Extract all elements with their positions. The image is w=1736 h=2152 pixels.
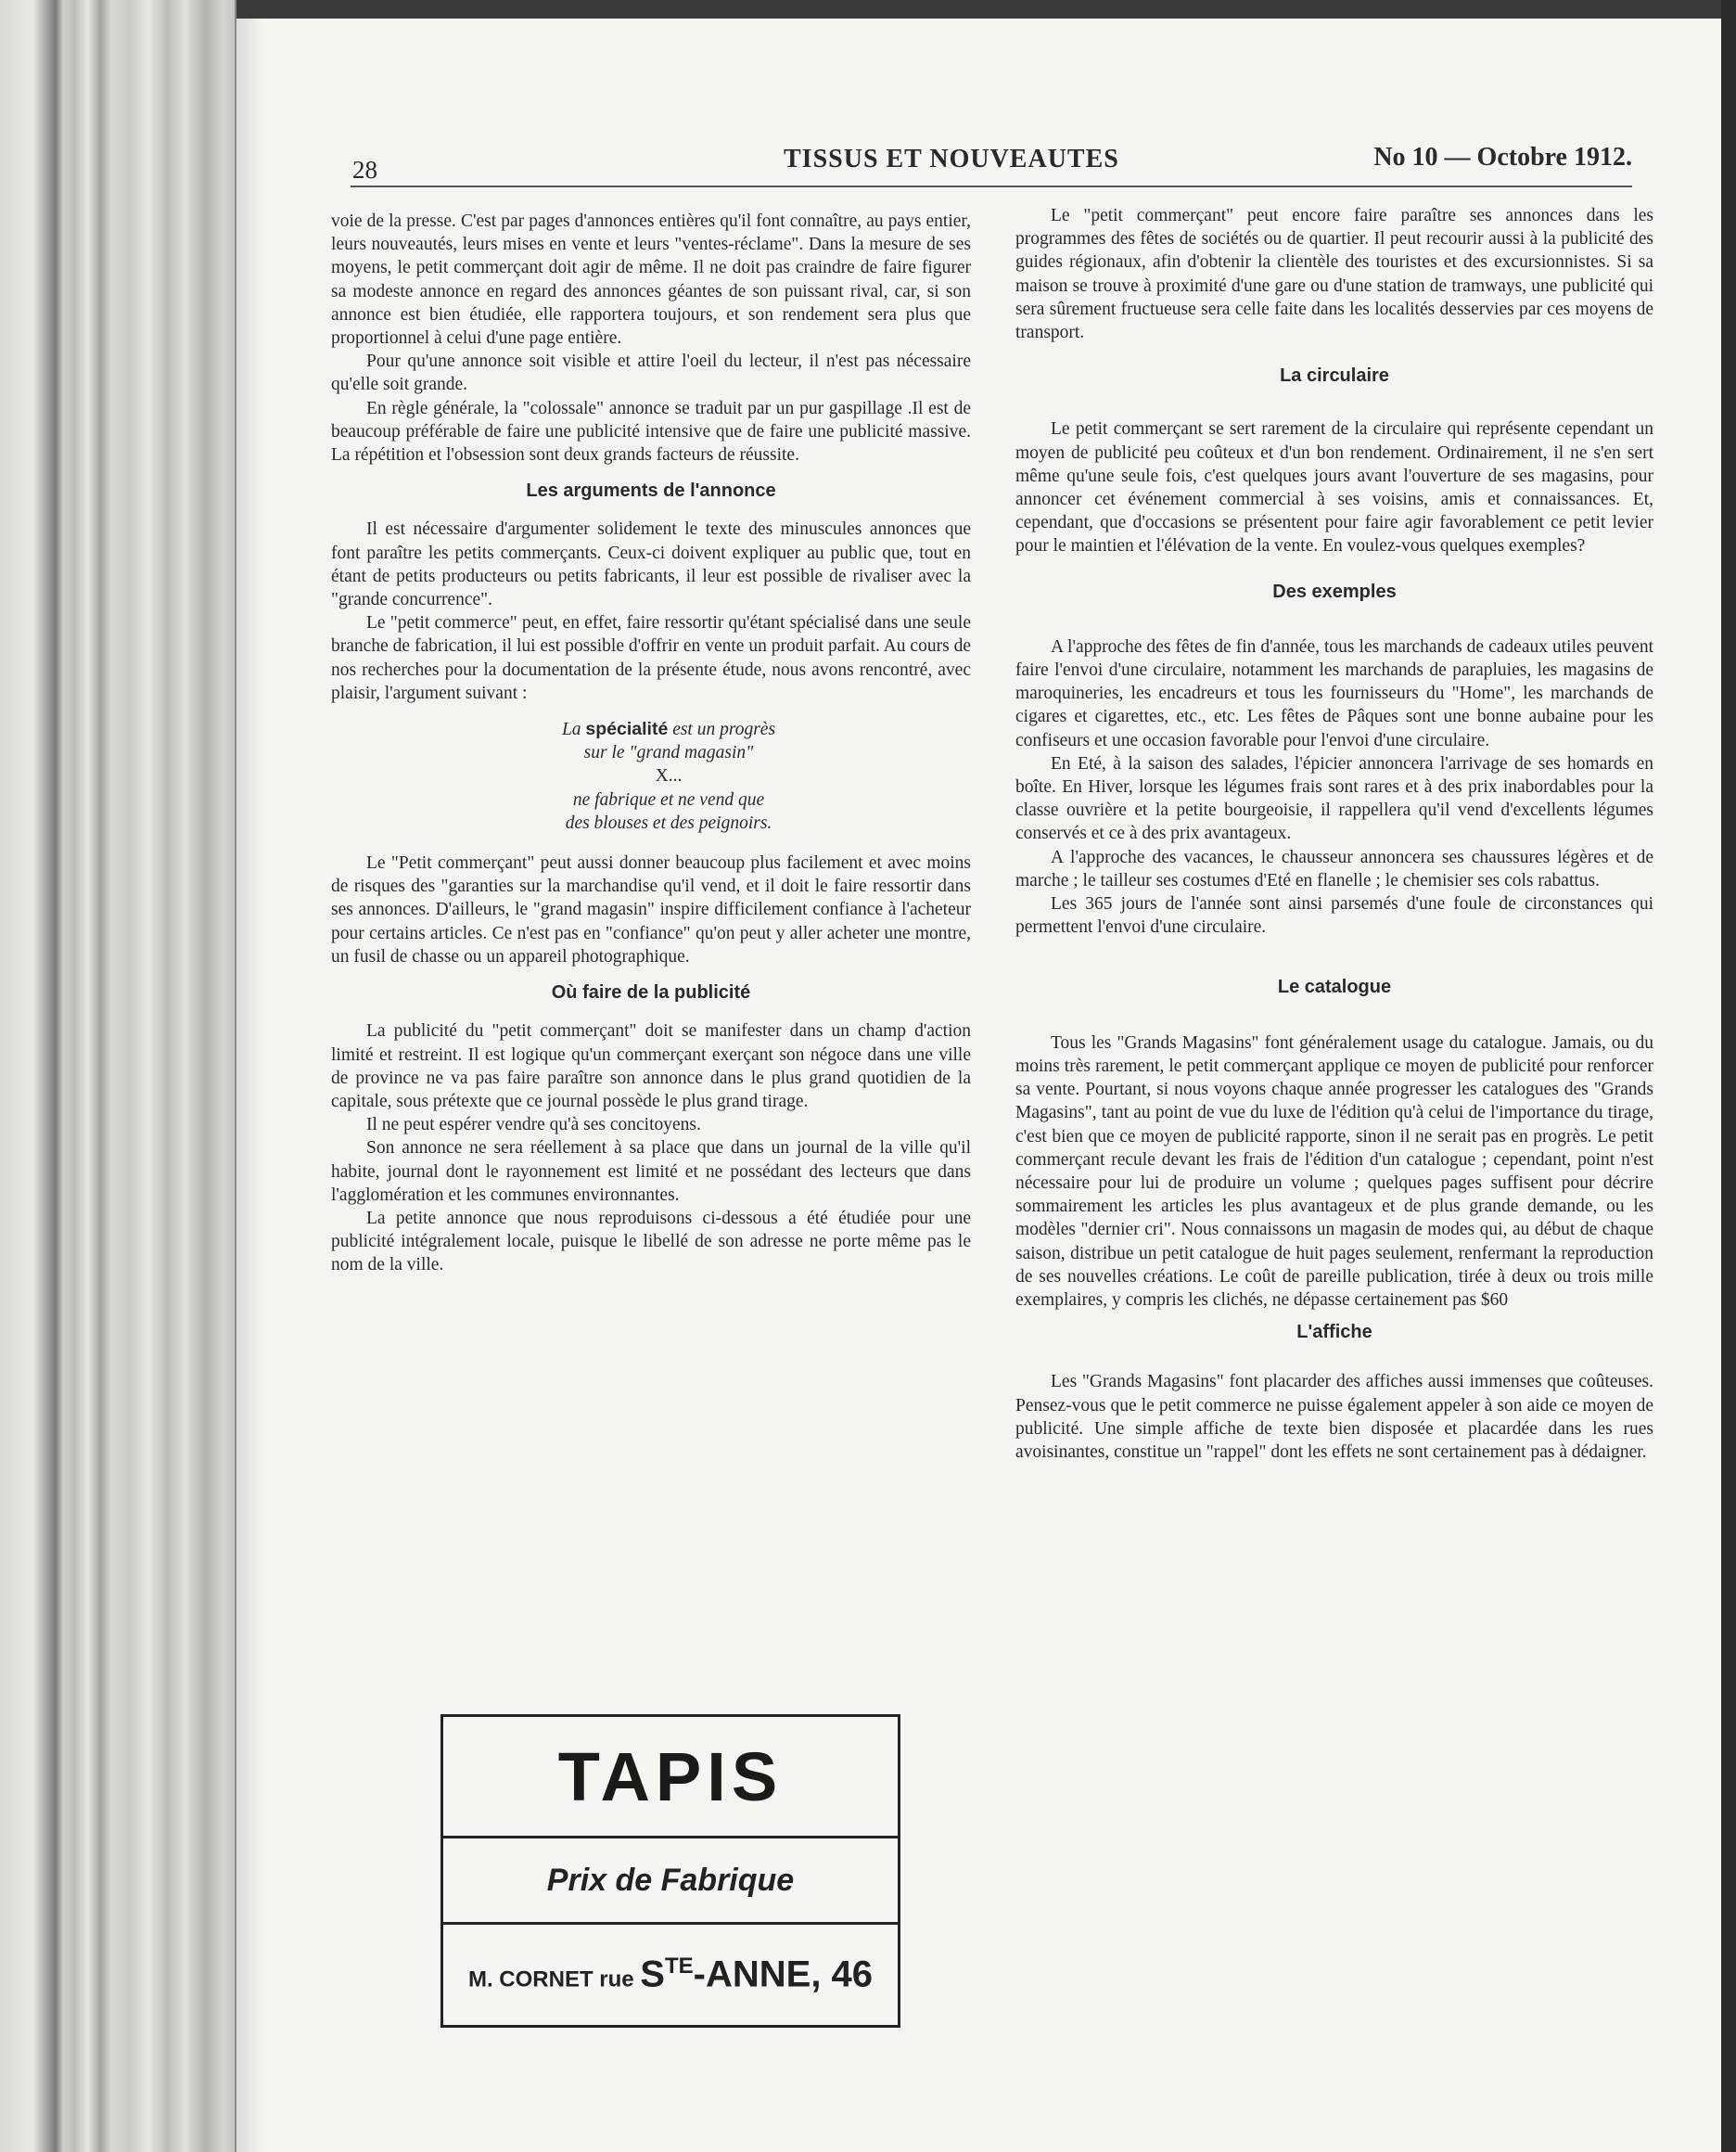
paragraph: La publicité du "petit commerçant" doit se manifester dans un champ d'action limité et restreint. Il est logique qu'un commerçant exerçant son négoce dans une ville de province ne va pas faire paraître son annonce dans le plus grand quotidien de la capitale, sous prétexte que ce journal possède le plus grand tirage. — [331, 1021, 971, 1111]
paragraph: Il ne peut espérer vendre qu'à ses concitoyens. — [366, 1115, 701, 1135]
book-page-edges — [0, 0, 236, 2152]
tapis-advertisement — [440, 1714, 900, 2028]
paragraph: A l'approche des fêtes de fin d'année, tous les marchands de cadeaux utiles peuvent faire l'envoi d'une circulaire, notamment les marchands de parapluies, les magasins de maroquineries, les encadreurs et tous les fournisseurs du "Home", les marchands de cigares et cigarettes, etc., etc. Les fêtes de Pâques sont une bonne aubaine pour les confiseurs et une occasion favorable pour l'envoi d'une circulaire. — [1015, 636, 1653, 750]
ad-address: M. CORNET rue $S^{TE}$-ANNE, 46 — [467, 1953, 874, 1995]
paragraph: La petite annonce que nous reproduisons ci-dessous a été étudiée pour une publicité intégralement locale, puisque le libellé de son adresse ne porte même pas le nom de la ville. — [331, 1208, 971, 1275]
paragraph: voie de la presse. C'est par pages d'annonces entières qu'il font connaître, au pays entier, leurs nouveautés, leurs mises en vente et leurs "ventes-réclame". Dans la mesure de ses moyens, le petit commerçant doit agir de même. Il ne doit pas craindre de faire figurer sa modeste annonce en regard des annonces géantes de son puissant rival, car, si son annonce est bien étudiée, elle rapportera toujours, et son rendement sera plus que proportionnel à celui d'une page entière. — [331, 211, 971, 349]
quote-line: ne fabrique et ne vend que — [572, 789, 765, 810]
ad-subtitle: Prix de Fabrique — [546, 1862, 795, 1898]
header-rule — [351, 186, 1632, 187]
paragraph: Le "Petit commerçant" peut aussi donner beaucoup plus facilement et avec moins de risques des "garanties sur la marchandise qu'il vend, et il doit le faire ressortir dans ses annonces. D'ailleurs, le "grand magasin" inspire difficilement confiance à l'acheteur pour certains articles. Ce n'est pas en "confiance" qu'on peut y aller acheter une montre, un fusil de chasse ou un appareil photographique. — [331, 853, 971, 967]
section-heading: Le catalogue — [1277, 977, 1392, 998]
ad-title: TAPIS — [557, 1737, 784, 1815]
quote-line: La spécialité est un progrès — [561, 719, 776, 740]
section-heading: Les arguments de l'annonce — [526, 480, 776, 502]
issue-label: No 10 — Octobre 1912. — [1373, 143, 1632, 172]
section-heading: La circulaire — [1280, 365, 1389, 387]
quote-line: sur le "grand magasin" — [583, 743, 754, 763]
paragraph: Les 365 jours de l'année sont ainsi parsemés d'une foule de circonstances qui permettent l'envoi d'une circulaire. — [1015, 894, 1653, 938]
paragraph: Tous les "Grands Magasins" font généralement usage du catalogue. Jamais, ou du moins très rarement, le petit commerçant applique ce moyen de publicité pour renforcer sa vente. Pourtant, si nous voyons chaque année progresser les catalogues des "Grands Magasins", tant au point de vue du luxe de l'édition qu'à celui de l'importance du tirage, c'est bien que ce moyen de publicité rapporte, sinon il ne serait pas en progrès. Le petit commerçant recule devant les frais de l'édition d'un catalogue ; cependant, point n'est nécessaire pour lui de produire un volume ; quelques pages suffisent pour décrire sommairement les articles les plus avantageux et de plus grande demande, ou les modèles "dernier cri". Nous connaissons un magasin de modes qui, au début de chaque saison, distribue un petit catalogue de huit pages seulement, renfermant la reproduction de ses nouvelles créations. Le coût de pareille publication, tirée à deux ou trois mille exemplaires, y compris les clichés, ne dépasse certainement pas $60 — [1015, 1032, 1653, 1310]
quote-line: X... — [655, 766, 683, 787]
paragraph: Le petit commerçant se sert rarement de la circulaire qui représente cependant un moyen de publicité peu coûteux et d'un bon rendement. Ordinairement, il ne s'en sert même qu'une seule fois, c'est quelques jours avant l'ouverture de ses magasins, pour annoncer cet événement commercial à ses voisins, amis et connaissances. Et, cependant, que d'occasions se présentent pour faire agir favorablement ce petit levier pour le maintien et l'élévation de la vente. En voulez-vous quelques exemples? — [1015, 419, 1653, 557]
section-heading: Des exemples — [1272, 581, 1397, 602]
page-header — [352, 139, 1632, 186]
paragraph: A l'approche des vacances, le chausseur annoncera ses chaussures légères et de marche ; le tailleur ses costumes d'Eté en flanelle ; le chemisier ses cols rabattus. — [1015, 847, 1653, 890]
scan-top-edge — [0, 0, 1736, 19]
paragraph: Pour qu'une annonce soit visible et attire l'oeil du lecteur, il n'est pas nécessaire qu'elle soit grande. — [331, 352, 971, 395]
journal-title: TISSUS ET NOUVEAUTES — [784, 145, 1119, 173]
paragraph: Le "petit commerçant" peut encore faire paraître ses annonces dans les programmes des fêtes de sociétés ou de quartier. Il peut recourir aussi à la publicité des guides régionaux, afin d'obtenir la clientèle des touristes et des excursionnistes. Si sa maison se trouve à proximité d'une gare ou d'une station de tramways, une publicité qui sera sûrement fructueuse sera celle faite dans les localités desservies par ces moyens de transport. — [1015, 206, 1653, 343]
paragraph: Il est nécessaire d'argumenter solidement le texte des minuscules annonces que font paraître les petits commerçants. Ceux-ci doivent expliquer au public que, tout en étant de petits producteurs ou petits fabricants, il leur est possible de rivaliser avec la "grande concurrence". — [331, 519, 971, 610]
page-gutter-shadow — [236, 19, 264, 2152]
page-number: 28 — [352, 156, 377, 184]
paragraph: Les "Grands Magasins" font placarder des affiches aussi immenses que coûteuses. Pensez-vous que le petit commerce ne puisse également appeler à son aide ce moyen de publicité. Une simple affiche de texte bien disposée et placardée dans les rues avoisinantes, constitue un "rappel" dont les effets ne sont certainement pas à dédaigner. — [1015, 1372, 1653, 1462]
quoted-advertisement — [331, 718, 971, 835]
left-column — [331, 210, 971, 1277]
scan-right-edge — [1721, 0, 1736, 2152]
quote-line: des blouses et des peignoirs. — [565, 813, 772, 833]
section-heading: Où faire de la publicité — [551, 982, 751, 1004]
paragraph: Son annonce ne sera réellement à sa place que dans un journal de la ville qu'il habite, journal dont le rayonnement est limité et ne possédant des lecteurs que dans l'agglomération et les communes environnantes. — [331, 1138, 971, 1205]
section-heading: L'affiche — [1296, 1322, 1372, 1343]
paragraph: En règle générale, la "colossale" annonce se traduit par un pur gaspillage .Il est de beaucoup préférable de faire une publicité intensive que de faire une publicité massive. La répétition et l'obsession sont deux grands facteurs de réussite. — [331, 398, 971, 466]
paragraph: En Eté, à la saison des salades, l'épicier annoncera l'arrivage de ses homards en boîte. En Hiver, lorsque les légumes frais sont rares et à des prix inabordables pour la classe ouvrière et la petite bourgeoisie, il rappellera qu'il vend d'excellents légumes conservés et ce à des prix avantageux. — [1015, 753, 1653, 844]
right-column — [1015, 204, 1653, 1464]
paragraph: Le "petit commerce" peut, en effet, faire ressortir qu'étant spécialisé dans une seule branche de fabrication, il lui est possible d'offrir en vente un produit parfait. Au cours de nos recherches pour la documentation de la présente étude, nous avons rencontré, avec plaisir, l'argument suivant : — [331, 613, 971, 703]
